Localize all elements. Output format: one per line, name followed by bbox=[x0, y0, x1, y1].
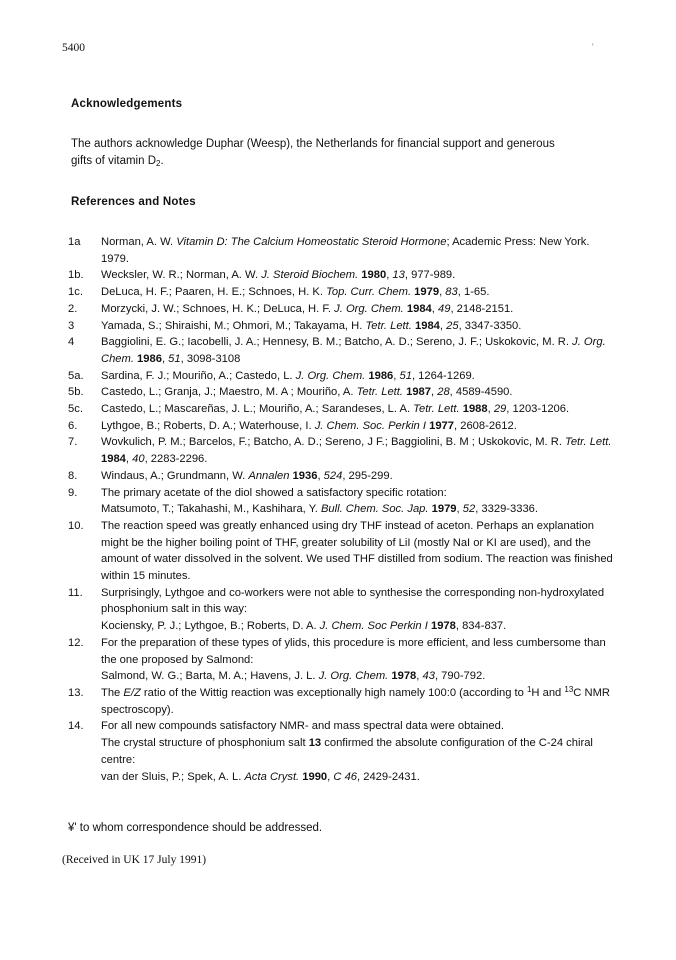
reference-number: 10. bbox=[68, 519, 84, 532]
reference-5a bbox=[68, 368, 620, 385]
reference-13 bbox=[68, 685, 620, 718]
reference-text: Surprisingly, Lythgoe and co-workers were not able to synthesise the corresponding non-hydroxylated phosphonium salt in this way: Kociensky, P. J.; Lythgoe, B.; Roberts, D. A. J. Chem. Soc Perkin I 1978, 834-837. bbox=[101, 586, 605, 633]
reference-text: DeLuca, H. F.; Paaren, H. E.; Schnoes, H. K. Top. Curr. Chem. 1979, 83, 1-65. bbox=[101, 286, 490, 299]
reference-number: 13. bbox=[68, 686, 84, 699]
reference-text: Castedo, L.; Mascareñas, J. L.; Mouriño, A.; Sarandeses, L. A. Tetr. Lett. 1988, 29, 1203-1206. bbox=[101, 403, 570, 416]
references-heading: References and Notes bbox=[71, 196, 196, 208]
reference-text: The reaction speed was greatly enhanced using dry THF instead of aceton. Perhaps an explanation might be the higher boiling point of THF, greater solubility of LiI (mostly NaI or KI are used), and the amount of water dissolved in the solvent. We used THF distilled from sodium. The reaction was finished within 15 minutes. bbox=[101, 519, 613, 583]
reference-3 bbox=[68, 318, 620, 335]
reference-4 bbox=[68, 334, 620, 367]
reference-5b bbox=[68, 384, 620, 401]
reference-11 bbox=[68, 585, 620, 635]
reference-number: 14. bbox=[68, 720, 84, 733]
reference-number: 1b. bbox=[68, 269, 84, 282]
reference-text: For all new compounds satisfactory NMR- and mass spectral data were obtained. The crystal structure of phosphonium salt 13 confirmed the absolute configuration of the C-24 chiral centre: van der Sluis, P.; Spek, A. L. Acta Cryst. 1990, C 46, 2429-2431. bbox=[101, 720, 593, 783]
reference-number: 7. bbox=[68, 436, 78, 449]
reference-number: 5b. bbox=[68, 386, 84, 399]
page-number: 5400 bbox=[62, 42, 85, 54]
reference-1c bbox=[68, 284, 620, 301]
reference-text: Sardina, F. J.; Mouriño, A.; Castedo, L. J. Org. Chem. 1986, 51, 1264-1269. bbox=[101, 369, 475, 382]
reference-text: For the preparation of these types of ylids, this procedure is more efficient, and less cumbersome than the one proposed by Salmond: Salmond, W. G.; Barta, M. A.; Havens, J. L. J. Org. Chem. 1978, 43, 790-792. bbox=[101, 636, 606, 683]
reference-text: Morzycki, J. W.; Schnoes, H. K.; DeLuca, H. F. J. Org. Chem. 1984, 49, 2148-2151. bbox=[101, 302, 514, 315]
reference-5c bbox=[68, 401, 620, 418]
reference-number: 5c. bbox=[68, 403, 83, 416]
reference-text: Castedo, L.; Granja, J.; Maestro, M. A ; Mouriño, A. Tetr. Lett. 1987, 28, 4589-4590. bbox=[101, 386, 513, 399]
reference-number: 1a bbox=[68, 236, 81, 248]
reference-text: Baggiolini, E. G.; Iacobelli, J. A.; Hennesy, B. M.; Batcho, A. D.; Sereno, J. F.; Uskokovic, M. R. J. Org. Chem. 1986, 51, 3098-3108 bbox=[101, 336, 606, 365]
reference-7 bbox=[68, 434, 620, 467]
reference-12 bbox=[68, 635, 620, 685]
reference-text: The E/Z ratio of the Wittig reaction was exceptionally high namely 100:0 (according to $^1$H and $^{13}$C NMR spectroscopy). bbox=[101, 684, 610, 716]
reference-text: The primary acetate of the diol showed a satisfactory specific rotation: Matsumoto, T.; Takahashi, M., Kashihara, Y. Bull. Chem. Soc. Jap. 1979, 52, 3329-3336. bbox=[101, 486, 539, 516]
reference-number: 9. bbox=[68, 486, 78, 499]
reference-number: 12. bbox=[68, 636, 84, 649]
reference-8 bbox=[68, 468, 620, 485]
reference-text: Wovkulich, P. M.; Barcelos, F.; Batcho, A. D.; Sereno, J F.; Baggiolini, B. M ; Uskokovic, M. R. Tetr. Lett. 1984, 40, 2283-2296. bbox=[101, 436, 612, 466]
reference-number: 3 bbox=[68, 319, 75, 332]
reference-number: 5a. bbox=[68, 369, 84, 382]
reference-9 bbox=[68, 485, 620, 518]
ack-subscript: 2 bbox=[156, 159, 161, 168]
reference-2 bbox=[68, 301, 620, 318]
reference-number: 11. bbox=[68, 586, 83, 599]
ack-line-2: gifts of vitamin D bbox=[71, 155, 156, 167]
received-date: (Received in UK 17 July 1991) bbox=[62, 854, 207, 866]
reference-6 bbox=[68, 418, 620, 435]
ack-line-2-end: . bbox=[160, 155, 164, 167]
reference-14 bbox=[68, 718, 620, 785]
reference-number: 2. bbox=[68, 302, 78, 315]
reference-number: 4 bbox=[68, 336, 75, 349]
reference-text: Lythgoe, B.; Roberts, D. A.; Waterhouse, I. J. Chem. Soc. Perkin I 1977, 2608-2612. bbox=[101, 419, 517, 432]
acknowledgements-heading: Acknowledgements bbox=[71, 98, 183, 110]
reference-text: Wecksler, W. R.; Norman, A. W. J. Steroid Biochem. 1980, 13, 977-989. bbox=[101, 269, 456, 282]
reference-1b bbox=[68, 267, 620, 284]
references-list bbox=[68, 234, 620, 785]
reference-10 bbox=[68, 518, 620, 585]
ack-line-1: The authors acknowledge Duphar (Weesp), the Netherlands for financial support and generous bbox=[71, 138, 555, 150]
reference-1a bbox=[68, 234, 620, 267]
reference-number: 6. bbox=[68, 419, 78, 432]
correspondence-footnote: ¥' to whom correspondence should be addressed. bbox=[68, 822, 323, 834]
reference-number: 8. bbox=[68, 469, 78, 482]
corner-mark: ' bbox=[592, 42, 594, 52]
reference-text: Yamada, S.; Shiraishi, M.; Ohmori, M.; Takayama, H. Tetr. Lett. 1984, 25, 3347-3350. bbox=[101, 319, 522, 332]
acknowledgements-text bbox=[71, 136, 616, 172]
reference-text: Norman, A. W. Vitamin D: The Calcium Homeostatic Steroid Hormone; Academic Press: New York. 1979. bbox=[101, 236, 590, 265]
reference-number: 1c. bbox=[68, 286, 83, 299]
reference-text: Windaus, A.; Grundmann, W. Annalen 1936, 524, 295-299. bbox=[101, 469, 393, 482]
